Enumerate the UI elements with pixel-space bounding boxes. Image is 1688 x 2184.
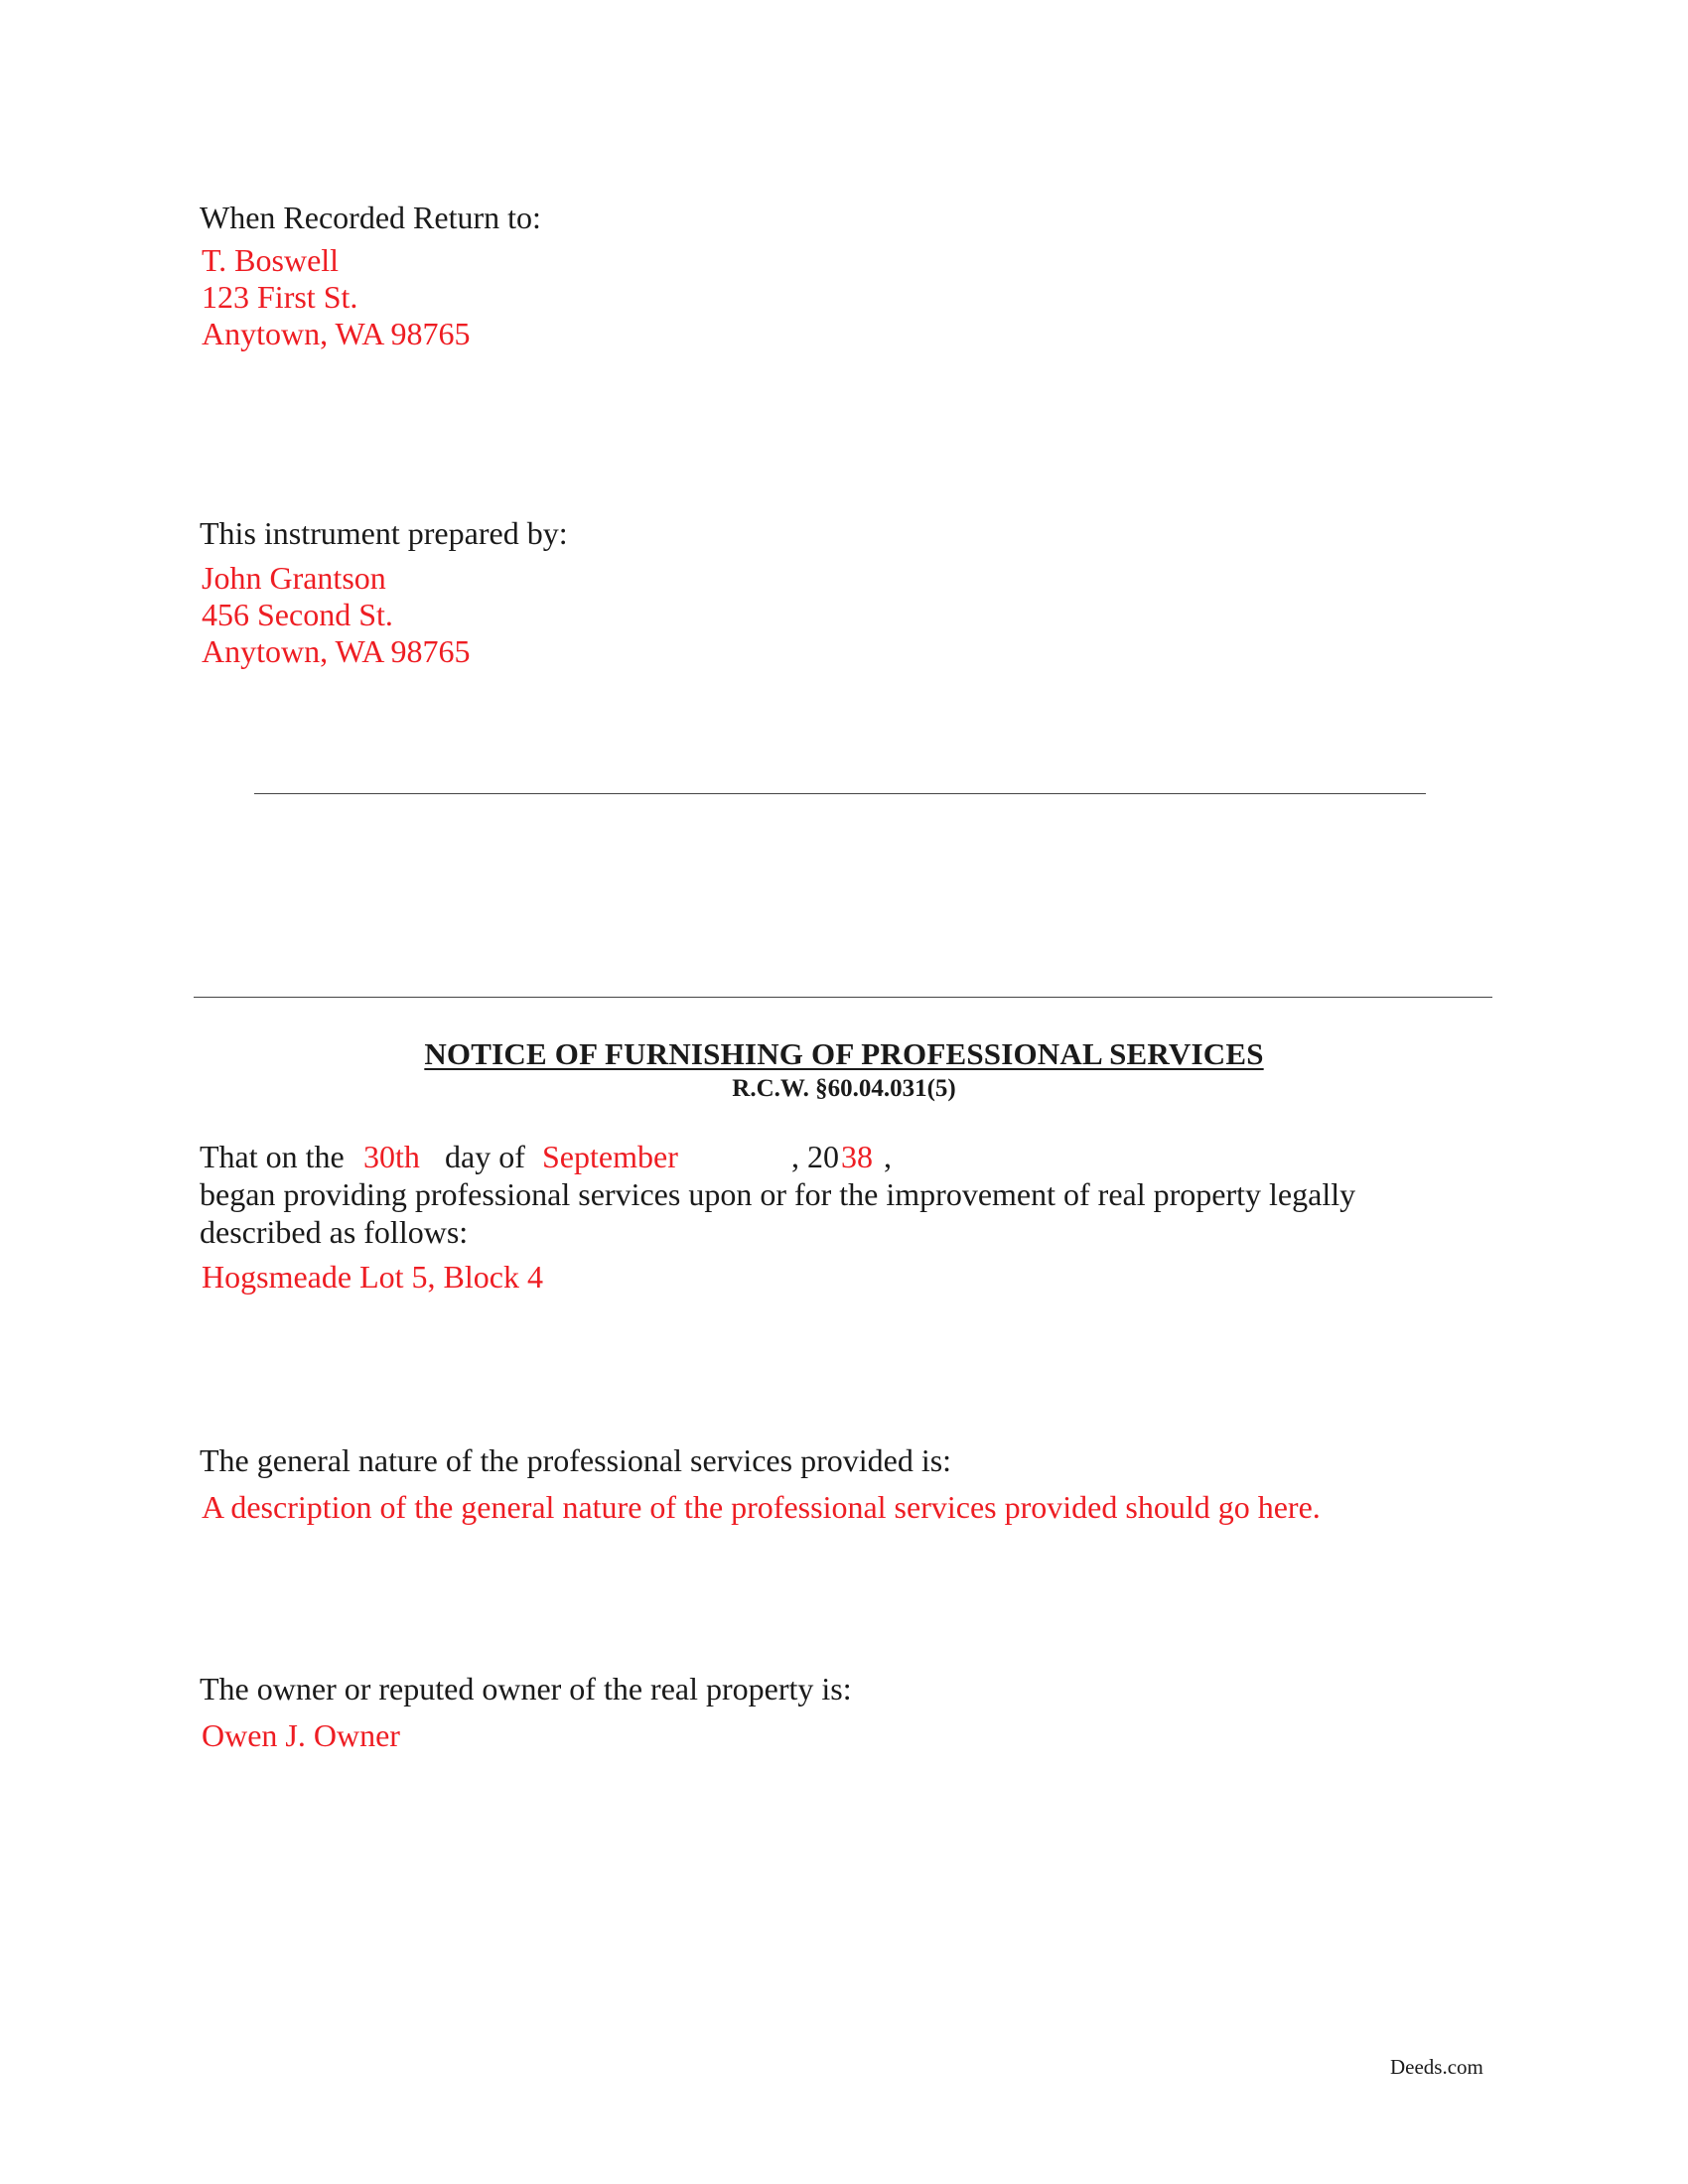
date-day-field: 30th — [363, 1139, 420, 1174]
date-trailing-comma: , — [884, 1139, 892, 1174]
date-year-prefix: , 20 — [791, 1139, 839, 1174]
owner-name: Owen J. Owner — [202, 1717, 400, 1753]
prepared-by-address-line-2: Anytown, WA 98765 — [202, 633, 471, 669]
date-clause — [0, 1138, 1688, 1177]
return-to-heading: When Recorded Return to: — [200, 200, 541, 235]
statute-reference: R.C.W. §60.04.031(5) — [732, 1075, 956, 1102]
return-to-address-line-2: Anytown, WA 98765 — [202, 316, 471, 351]
date-day-of: day of — [445, 1139, 525, 1174]
header-divider — [194, 997, 1492, 998]
recording-area-divider — [254, 793, 1426, 794]
prepared-by-heading: This instrument prepared by: — [200, 515, 568, 551]
date-clause-prefix: That on the — [200, 1139, 345, 1174]
services-heading: The general nature of the professional services provided is: — [200, 1442, 952, 1478]
date-year-field: 38 — [841, 1139, 873, 1174]
owner-heading: The owner or reputed owner of the real property is: — [200, 1671, 852, 1706]
return-to-name: T. Boswell — [202, 242, 340, 278]
prepared-by-name: John Grantson — [202, 560, 386, 596]
property-intro: began providing professional services upon or for the improvement of real property legally described as follows: — [200, 1176, 1356, 1250]
return-to-address-line-1: 123 First St. — [202, 279, 358, 315]
date-month-field: September — [542, 1139, 678, 1174]
footer-brand: Deeds.com — [1390, 2055, 1483, 2079]
services-description: A description of the general nature of the professional services provided should go here. — [202, 1489, 1321, 1525]
document-title: NOTICE OF FURNISHING OF PROFESSIONAL SERVICES — [424, 1036, 1264, 1071]
legal-description: Hogsmeade Lot 5, Block 4 — [202, 1259, 543, 1295]
prepared-by-address-line-1: 456 Second St. — [202, 597, 393, 632]
